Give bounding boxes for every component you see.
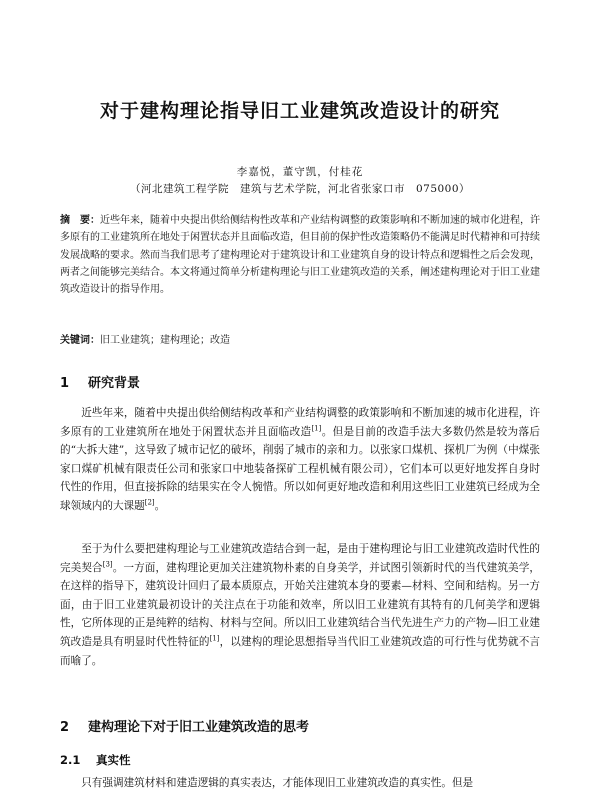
author-list: 李嘉悦，董守凯，付桂花 bbox=[236, 166, 364, 178]
keywords-text: 旧工业建筑；建构理论；改造 bbox=[100, 335, 230, 346]
abstract-text: 近些年来，随着中央提出供给侧结构性改革和产业结构调整的政策影响和不断加速的城市化进程，许多原有的工业建筑所在地处于闲置状态并且面临改造，但目前的保护性改造策略仍不能满足时代精神和可持续发展战略的要求。然而当我们思考了建构理论对于建筑设计和工业建筑自身的设计特点和逻辑性之后会发现，两者之间能够完美结合。本文将通过简单分析建构理论与旧工业建筑改造的关系，阐述建构理论对于旧工业建筑改造设计的指导作用。 bbox=[60, 215, 540, 296]
section-1-title: 研究背景 bbox=[88, 376, 141, 391]
paragraph-text: 。 bbox=[154, 499, 166, 512]
citation: [1] bbox=[209, 634, 220, 643]
section-1-paragraph-1 bbox=[60, 404, 540, 516]
paper-title: 对于建构理论指导旧工业建筑改造设计的研究 bbox=[99, 100, 500, 122]
section-2-number: 2 bbox=[60, 720, 70, 735]
keywords-label: 关键词： bbox=[60, 335, 100, 346]
paragraph-text: 近些年来，随着中央提出供给侧结构改革和产业结构调整的政策影响和不断加速的城市化进程，许多原有的工业建筑所在地处于闲置状态并且面临改造 bbox=[60, 407, 540, 438]
section-2-1-heading bbox=[60, 752, 131, 768]
section-2-1-paragraph: 只有强调建筑材料和建造逻辑的真实表达，才能体现旧工业建筑改造的真实性。但是 bbox=[81, 777, 474, 789]
citation: [1] bbox=[311, 424, 322, 433]
paragraph-text: 至于为什么要把建构理论与工业建筑改造结合到一起，是由于建构理论与旧工业建筑改造时代性的完美契合 bbox=[60, 543, 540, 574]
citation: [2] bbox=[144, 498, 155, 507]
section-2-1-number: 2.1 bbox=[60, 753, 81, 767]
section-1-heading bbox=[60, 372, 140, 391]
abstract-label: 摘 要： bbox=[60, 215, 100, 226]
keywords-block bbox=[60, 332, 540, 349]
section-1-paragraph-2 bbox=[60, 540, 540, 670]
section-2-1-title: 真实性 bbox=[96, 753, 131, 767]
section-2-title: 建构理论下对于旧工业建筑改造的思考 bbox=[88, 720, 310, 735]
section-2-heading bbox=[60, 716, 309, 735]
paragraph-text: 。但是目前的改造手法大多数仍然是较为落后的“大拆大建”，这导致了城市记忆的破坏，削弱了城市的亲和力。以张家口煤机、探机厂为例（中煤张家口煤矿机械有限责任公司和张家口中地装备探矿工程机械有限公司），它们本可以更好地发挥自身时代性的作用，但直接拆除的结果实在令人惋惜。所以如何更好地改造和利用这些旧工业建筑已经成为全球领域内的大课题 bbox=[60, 425, 540, 512]
author-affiliation: （河北建筑工程学院 建筑与艺术学院，河北省张家口市 075000） bbox=[129, 183, 471, 195]
paragraph-text: ，以建构的理论思想指导当代旧工业建筑改造的可行性与优势就不言而喻了。 bbox=[60, 635, 541, 667]
abstract-block bbox=[60, 212, 540, 298]
paragraph-text: 。一方面，建构理论更加关注建筑物朴素的自身美学，并试图引领新时代的当代建筑美学，在这样的指导下，建筑设计回归了最本质原点，开始关注建筑本身的要素—材料、空间和结构。另一方面，由于旧工业建筑最初设计的关注点在于功能和效率，所以旧工业建筑有其特有的几何美学和逻辑性，它所体现的正是纯粹的结构、材料与空间。所以旧工业建筑结合当代先进生产力的产物—旧工业建筑改造是具有明显时代性特征的 bbox=[60, 561, 540, 648]
citation: [3] bbox=[102, 560, 113, 569]
section-1-number: 1 bbox=[60, 376, 70, 391]
